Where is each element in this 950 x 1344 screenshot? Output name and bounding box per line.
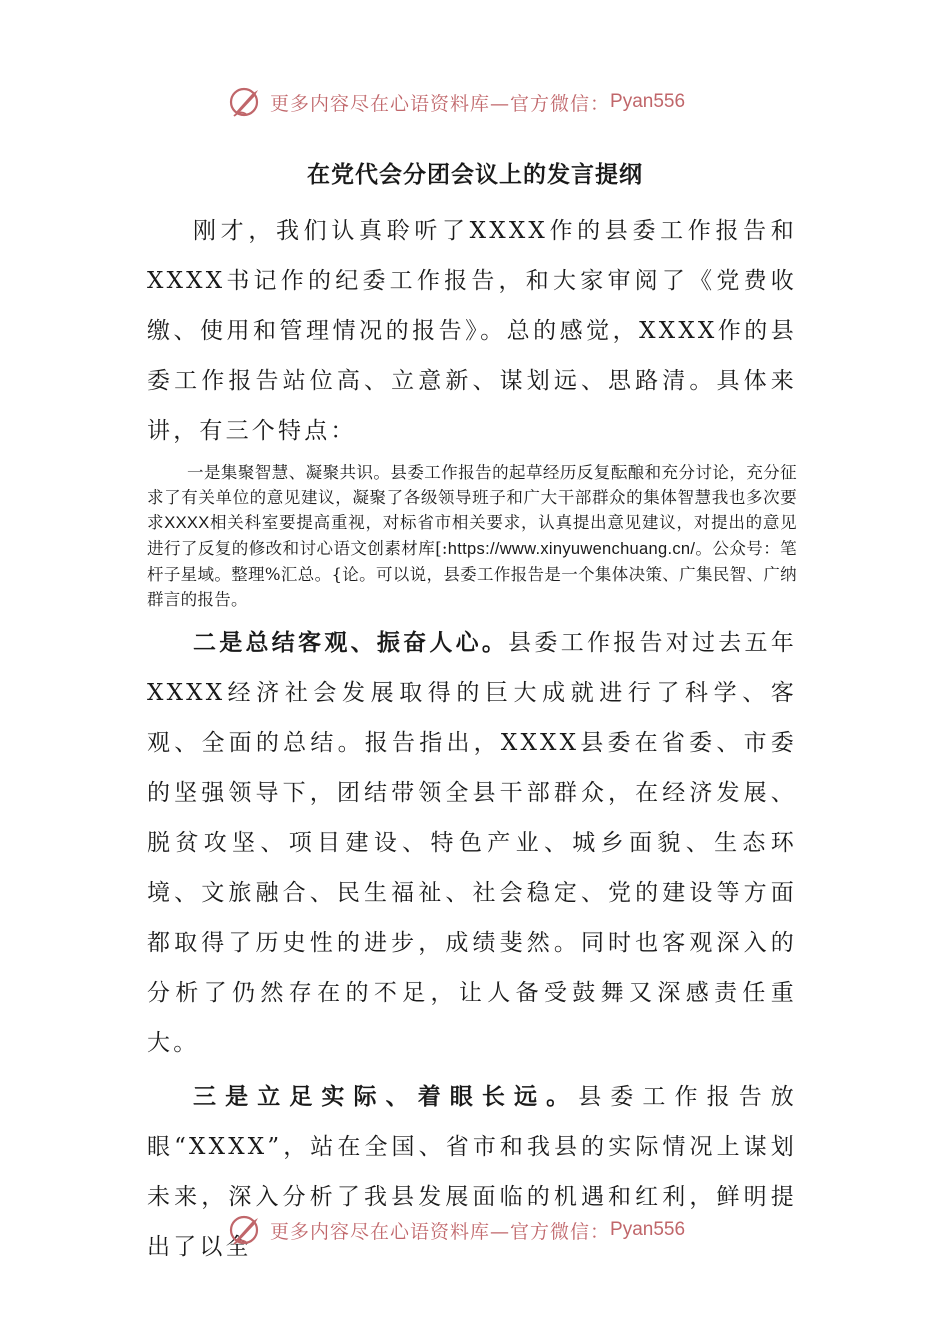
watermark-banner-top: [228, 82, 748, 122]
point-three-body: 县委工作报告放眼“XXXX”，站在全国、省市和我县的实际情况上谋划未来，深入分析了我县发展面临的机遇和红利，鲜明提出了以全: [147, 1084, 797, 1260]
point-two-paragraph: [147, 618, 797, 1068]
point-one-text-b: XXXX: [164, 514, 210, 532]
watermark-banner-bottom: [228, 1210, 748, 1250]
watermark-contact: Pyan556: [610, 1219, 686, 1240]
pen-logo-icon: [228, 84, 264, 120]
watermark-contact: Pyan556: [610, 91, 686, 112]
point-two-heading: 二是总结客观、振奋人心。: [193, 629, 509, 656]
intro-paragraph: 刚才，我们认真聆听了XXXX作的县委工作报告和XXXX书记作的纪委工作报告，和大家审阅了《党费收缴、使用和管理情况的报告》。总的感觉，XXXX作的县委工作报告站位高、立意新、谋划远、思路清。具体来讲，有三个特点：: [147, 218, 797, 444]
pen-logo-icon: [228, 1212, 264, 1248]
point-one-text-d: 。公众号：笔杆子星域。整理%汇总。{论。可以说，县委工作报告是一个集体决策、广集民智、广纳群言的报告。: [147, 539, 797, 609]
document-body: [147, 206, 797, 1272]
point-three-heading: 三是立足实际、着眼长远。: [193, 1083, 579, 1110]
point-two-body: 县委工作报告对过去五年XXXX经济社会发展取得的巨大成就进行了科学、客观、全面的总结。报告指出，XXXX县委在省委、市委的坚强领导下，团结带领全县干部群众，在经济发展、脱贫攻坚、项目建设、特色产业、城乡面貌、生态环境、文旅融合、民生福祉、社会稳定、党的建设等方面都取得了历史性的进步，成绩斐然。同时也客观深入的分析了仍然存在的不足，让人备受鼓舞又深感责任重大。: [147, 630, 798, 1056]
point-one-paragraph: [147, 460, 797, 612]
watermark-text: 更多内容尽在心语资料库—官方微信：: [270, 92, 611, 115]
document-title: 在党代会分团会议上的发言提纲: [307, 161, 643, 188]
point-one-text-c: 相关科室要提高重视，对标省市相关要求，认真提出意见建议，对提出的意见进行了反复的修改和讨心语文创素材库[:: [147, 513, 797, 558]
point-one-url: https://www.xinyuwenchuang.cn/: [447, 540, 696, 558]
watermark-text: 更多内容尽在心语资料库—官方微信：: [270, 1220, 611, 1243]
point-one-text-a: 一是集聚智慧、凝聚共识。县委工作报告的起草经历反复酝酿和充分讨论，充分征求了有关单位的意见建议，凝聚了各级领导班子和广大干部群众的集体智慧我也多次要求: [147, 463, 797, 532]
